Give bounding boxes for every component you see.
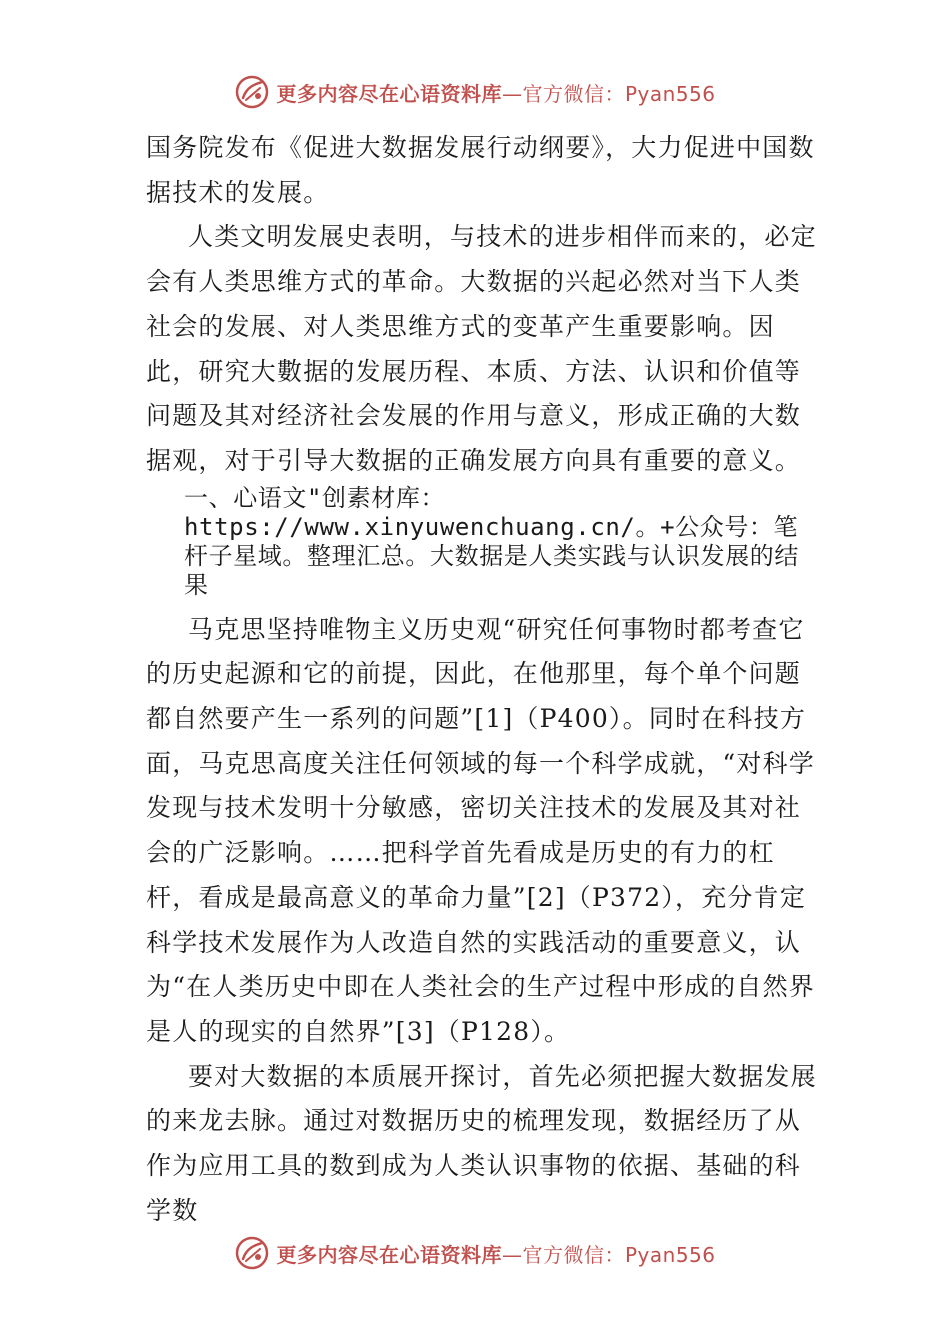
- paragraph-1: 国务院发布《促进大数据发展行动纲要》，大力促进中国数据技术的发展。: [146, 133, 815, 207]
- paragraph-3: 马克思坚持唯物主义历史观“研究任何事物时都考查它的历史起源和它的前提，因此，在他那里，每个单个问题都自然要产生一系列的问题”[1]（P400）。同时在科技方面，马克思高度关注任何领域的每一个科学成就，“对科学发现与技术发明十分敏感，密切关注技术的发展及其对社会的广泛影响。……把科学首先看成是历史的有力的杠杆，看成是最高意义的革命力量”[2]（P372），充分肯定科学技术发展作为人改造自然的实践活动的重要意义，认为“在人类历史中即在人类社会的生产过程中形成的自然界是人的现实的自然界”[3]（P128）。: [146, 614, 815, 1046]
- footer-banner: [0, 1233, 950, 1273]
- banner-dash: —: [501, 1242, 523, 1267]
- section-heading: 一、心语文"创素材库：https://www.xinyuwenchuang.cn/。+公众号：笔杆子星域。整理汇总。大数据是人类实践与认识发展的结果: [184, 483, 799, 599]
- paragraph-2: 人类文明发展史表明，与技术的进步相伴而来的，必定会有人类思维方式的革命。大数据的兴起必然对当下人类社会的发展、对人类思维方式的变革产生重要影响。因此，研究大數据的发展历程、本质、方法、认识和价值等问题及其对经济社会发展的作用与意义，形成正确的大数据观，对于引导大数据的正确发展方向具有重要的意义。: [146, 222, 817, 475]
- banner-wechat-id: Pyan556: [624, 1242, 716, 1267]
- banner-wechat-label: 官方微信：: [522, 1242, 625, 1267]
- banner-text: [276, 78, 715, 107]
- banner-wechat-label: 官方微信：: [522, 81, 625, 106]
- scroll-logo-icon: [234, 74, 270, 110]
- banner-dash: —: [501, 81, 523, 106]
- banner-text: [276, 1239, 715, 1268]
- banner-wechat-id: Pyan556: [624, 81, 716, 106]
- document-body: [146, 126, 821, 1233]
- header-banner-content: [234, 74, 715, 110]
- banner-slogan: 更多内容尽在心语资料库: [276, 1242, 502, 1267]
- footer-banner-content: [234, 1235, 715, 1271]
- header-banner: [0, 72, 950, 112]
- paragraph-4: 要对大数据的本质展开探讨，首先必须把握大数据发展的来龙去脉。通过对数据历史的梳理发现，数据经历了从作为应用工具的数到成为人类认识事物的依据、基础的科学数: [146, 1061, 817, 1225]
- banner-slogan: 更多内容尽在心语资料库: [276, 81, 502, 106]
- scroll-logo-icon: [234, 1235, 270, 1271]
